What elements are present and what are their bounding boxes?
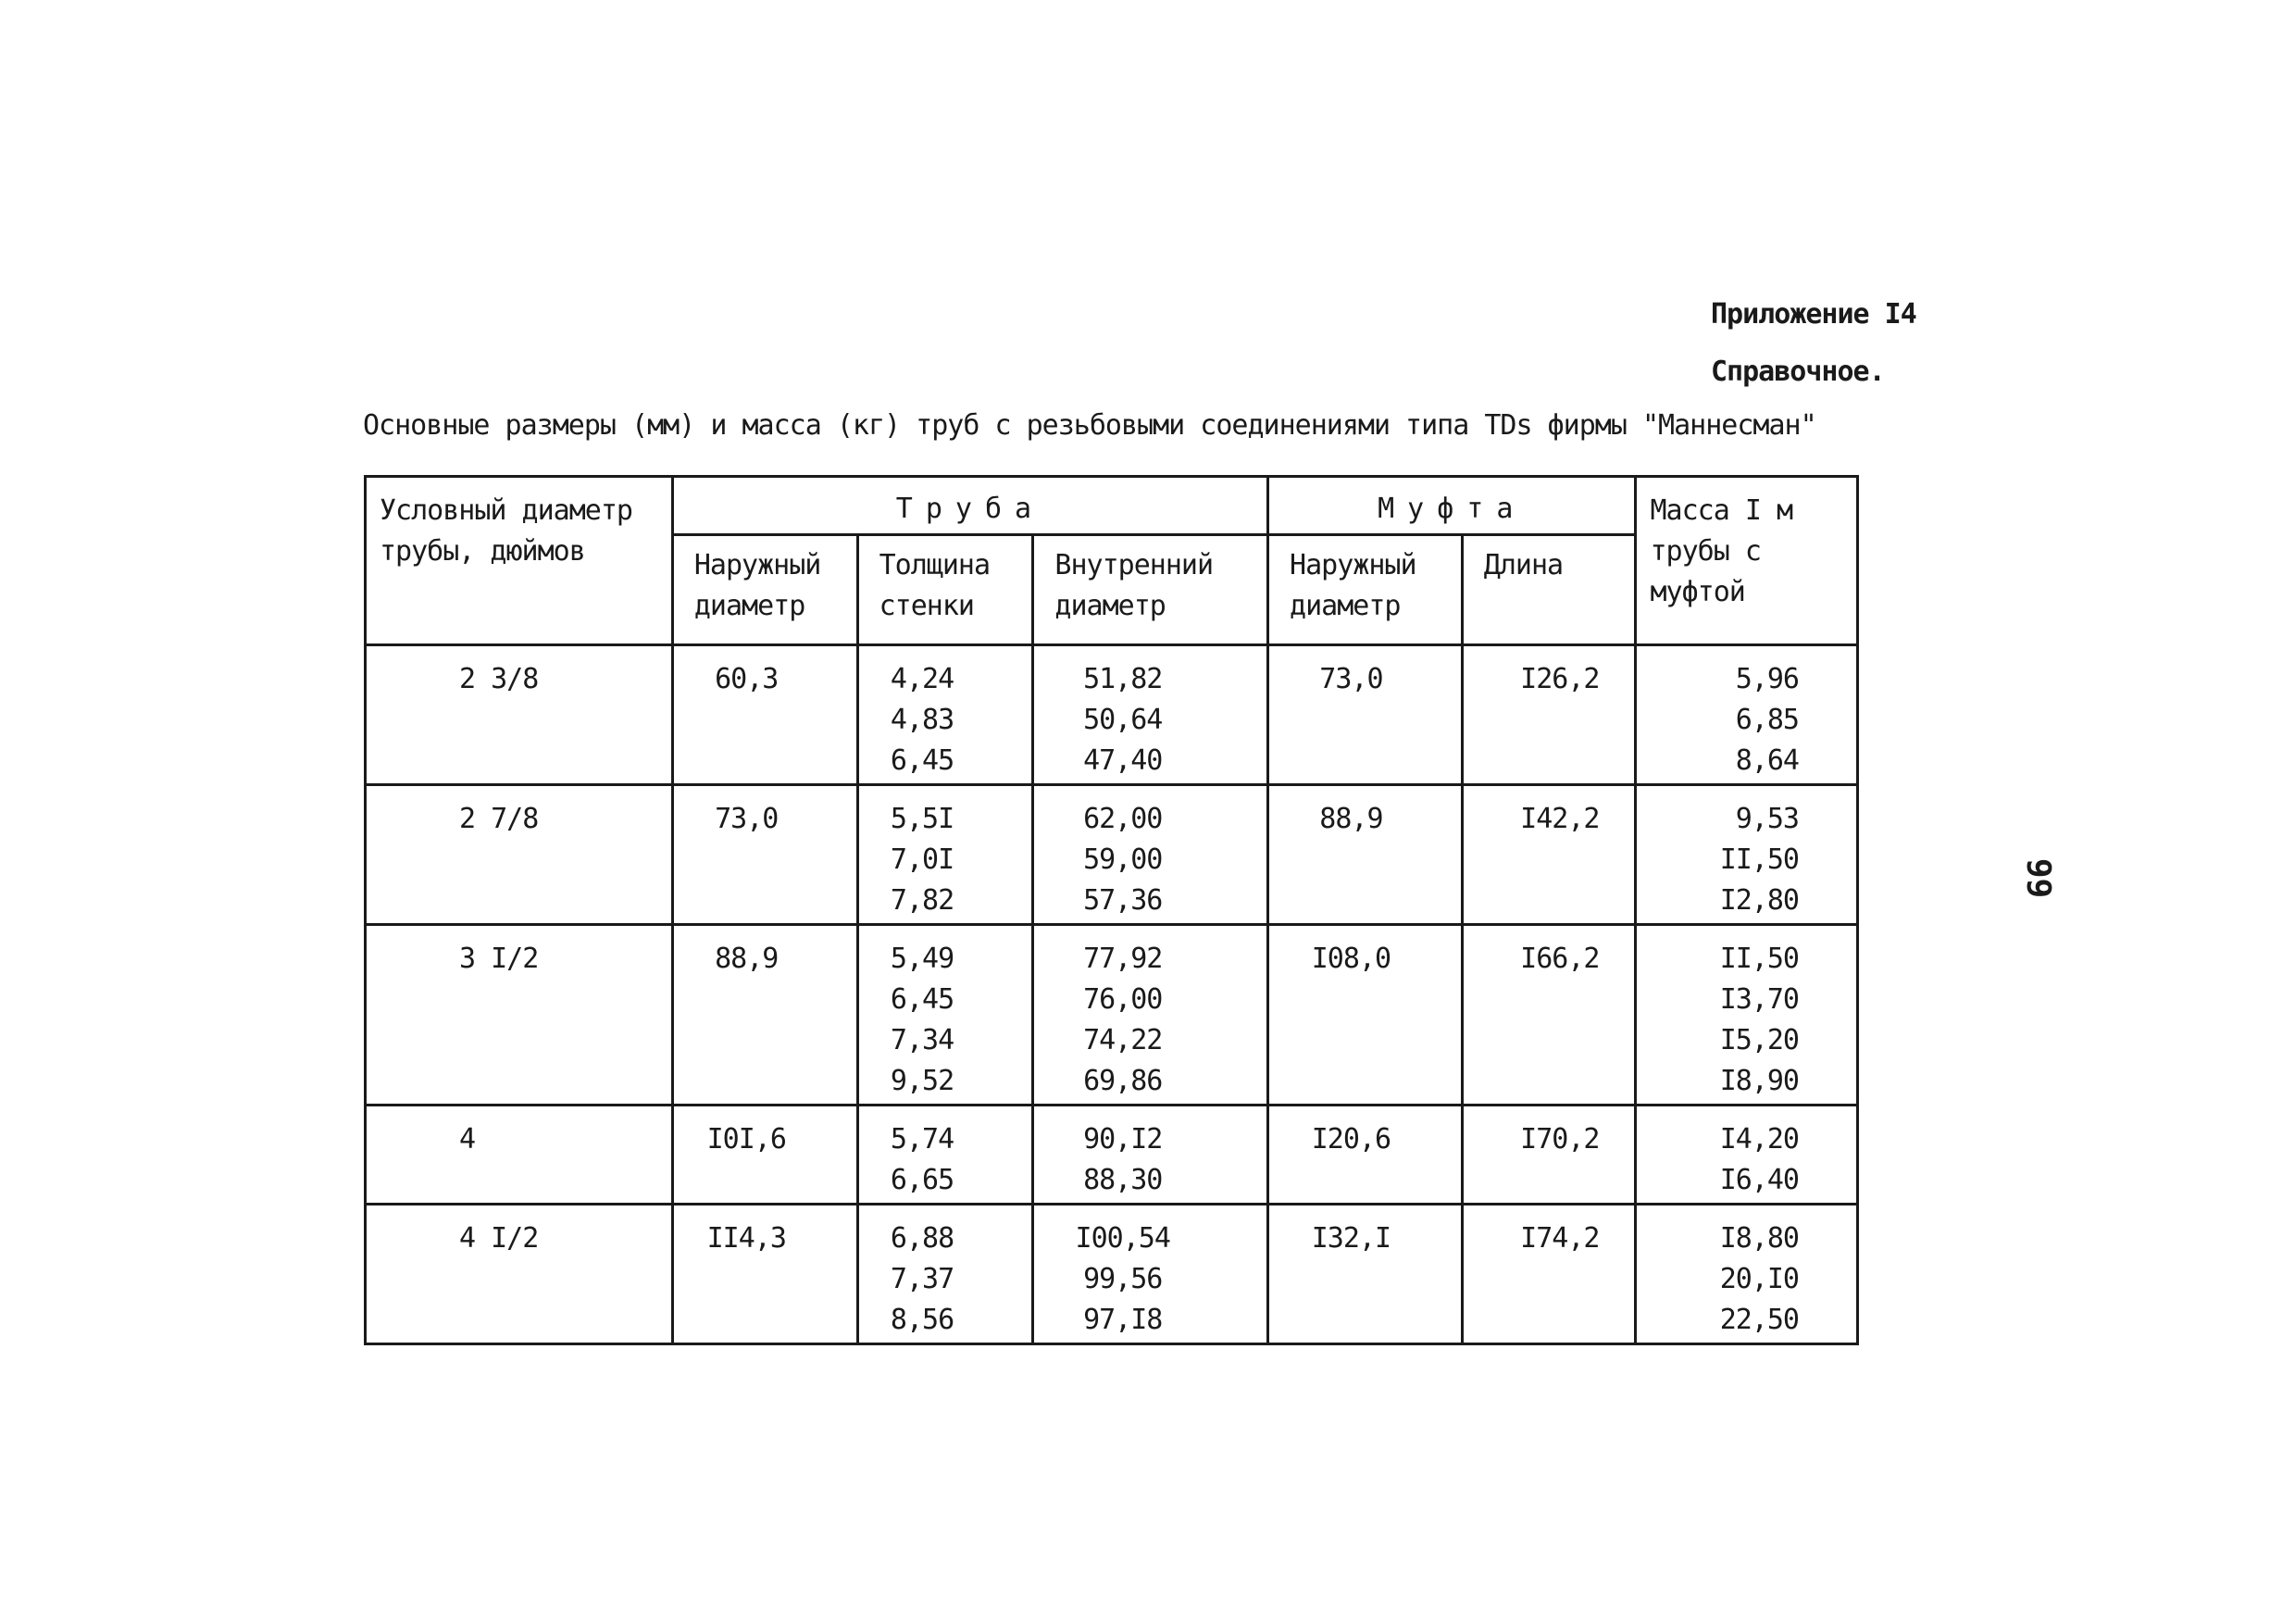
cell-mass-value: I6,40 xyxy=(1719,1164,1799,1196)
cell-mass-value: 6,85 xyxy=(1735,704,1799,736)
header-nominal-diameter: Условный диаметр трубы, дюймов xyxy=(366,477,673,645)
cell-wall-thickness xyxy=(857,1205,1033,1344)
cell-mass xyxy=(1636,1106,1858,1205)
table-row xyxy=(366,925,1858,1106)
cell-wall-thickness-value: 6,45 xyxy=(890,744,954,777)
cell-inner-diameter xyxy=(1033,645,1268,785)
cell-wall-thickness xyxy=(857,1106,1033,1205)
cell-coupling-length: I42,2 xyxy=(1462,785,1636,925)
cell-mass xyxy=(1636,785,1858,925)
cell-inner-diameter-value: 62,00 xyxy=(1083,803,1163,835)
cell-mass-value: I4,20 xyxy=(1719,1123,1799,1156)
header-group-coupling: Муфта xyxy=(1268,477,1636,535)
cell-wall-thickness-value: 4,24 xyxy=(890,663,954,695)
cell-mass-value: II,50 xyxy=(1719,843,1799,876)
table-row xyxy=(366,1205,1858,1344)
cell-mass-value: I8,80 xyxy=(1719,1222,1799,1255)
cell-pipe-outer-diameter: 88,9 xyxy=(672,925,857,1106)
cell-coupling-outer-diameter: I32,I xyxy=(1268,1205,1463,1344)
cell-nominal-diameter: 2 7/8 xyxy=(366,785,673,925)
cell-wall-thickness xyxy=(857,645,1033,785)
cell-inner-diameter-value: 99,56 xyxy=(1083,1263,1163,1295)
cell-wall-thickness-value: 7,37 xyxy=(890,1263,954,1295)
cell-wall-thickness-value: 5,5I xyxy=(890,803,954,835)
cell-coupling-outer-diameter: I20,6 xyxy=(1268,1106,1463,1205)
cell-inner-diameter-value: I00,54 xyxy=(1075,1222,1170,1255)
cell-mass-value: 9,53 xyxy=(1735,803,1799,835)
table-title: Основные размеры (мм) и масса (кг) труб с резьбовыми соединениями типа TDs фирмы "Маннесман" xyxy=(363,409,1816,442)
cell-mass-value: I5,20 xyxy=(1719,1024,1799,1056)
cell-nominal-diameter: 2 3/8 xyxy=(366,645,673,785)
cell-pipe-outer-diameter: 73,0 xyxy=(672,785,857,925)
cell-inner-diameter-value: 51,82 xyxy=(1083,663,1163,695)
cell-inner-diameter-value: 88,30 xyxy=(1083,1164,1163,1196)
cell-mass xyxy=(1636,1205,1858,1344)
header-coupling-length: Длина xyxy=(1462,535,1636,645)
cell-wall-thickness-value: 6,45 xyxy=(890,983,954,1016)
table-row xyxy=(366,785,1858,925)
cell-mass-value: I8,90 xyxy=(1719,1065,1799,1097)
table-body xyxy=(366,645,1858,1344)
header-pipe-outer-diameter: Наружный диаметр xyxy=(672,535,857,645)
cell-wall-thickness-value: 7,34 xyxy=(890,1024,954,1056)
page-number: 99 xyxy=(2019,857,2058,899)
cell-inner-diameter-value: 77,92 xyxy=(1083,943,1163,975)
cell-coupling-outer-diameter: 73,0 xyxy=(1268,645,1463,785)
header-wall-thickness: Толщина стенки xyxy=(857,535,1033,645)
cell-pipe-outer-diameter: II4,3 xyxy=(672,1205,857,1344)
cell-coupling-length: I70,2 xyxy=(1462,1106,1636,1205)
table-row xyxy=(366,1106,1858,1205)
cell-inner-diameter xyxy=(1033,1106,1268,1205)
cell-wall-thickness-value: 7,0I xyxy=(890,843,954,876)
cell-nominal-diameter: 4 I/2 xyxy=(366,1205,673,1344)
header-pipe-inner-diameter: Внутренний диаметр xyxy=(1033,535,1268,645)
cell-mass-value: 22,50 xyxy=(1719,1304,1799,1336)
pipe-specs-table xyxy=(364,475,1859,1345)
cell-wall-thickness-value: 6,88 xyxy=(890,1222,954,1255)
cell-inner-diameter-value: 57,36 xyxy=(1083,884,1163,917)
cell-coupling-length: I74,2 xyxy=(1462,1205,1636,1344)
cell-inner-diameter-value: 50,64 xyxy=(1083,704,1163,736)
cell-wall-thickness-value: 5,74 xyxy=(890,1123,954,1156)
cell-wall-thickness xyxy=(857,785,1033,925)
header-coupling-outer-diameter: Наружный диаметр xyxy=(1268,535,1463,645)
cell-mass xyxy=(1636,925,1858,1106)
cell-pipe-outer-diameter: I0I,6 xyxy=(672,1106,857,1205)
cell-inner-diameter xyxy=(1033,1205,1268,1344)
cell-wall-thickness-value: 6,65 xyxy=(890,1164,954,1196)
cell-wall-thickness-value: 9,52 xyxy=(890,1065,954,1097)
cell-mass-value: 8,64 xyxy=(1735,744,1799,777)
cell-mass-value: I2,80 xyxy=(1719,884,1799,917)
cell-inner-diameter-value: 59,00 xyxy=(1083,843,1163,876)
cell-wall-thickness-value: 4,83 xyxy=(890,704,954,736)
cell-inner-diameter xyxy=(1033,785,1268,925)
cell-wall-thickness xyxy=(857,925,1033,1106)
cell-mass-value: 20,I0 xyxy=(1719,1263,1799,1295)
cell-coupling-length: I66,2 xyxy=(1462,925,1636,1106)
cell-inner-diameter-value: 74,22 xyxy=(1083,1024,1163,1056)
cell-mass-value: 5,96 xyxy=(1735,663,1799,695)
header-row-groups xyxy=(366,477,1858,535)
header-group-pipe: Труба xyxy=(672,477,1267,535)
table-row xyxy=(366,645,1858,785)
cell-nominal-diameter: 4 xyxy=(366,1106,673,1205)
cell-inner-diameter-value: 47,40 xyxy=(1083,744,1163,777)
cell-coupling-outer-diameter: I08,0 xyxy=(1268,925,1463,1106)
cell-wall-thickness-value: 5,49 xyxy=(890,943,954,975)
cell-wall-thickness-value: 7,82 xyxy=(890,884,954,917)
cell-mass xyxy=(1636,645,1858,785)
reference-label: Справочное. xyxy=(1711,356,1885,388)
cell-mass-value: I3,70 xyxy=(1719,983,1799,1016)
cell-inner-diameter-value: 69,86 xyxy=(1083,1065,1163,1097)
cell-inner-diameter xyxy=(1033,925,1268,1106)
appendix-label: Приложение I4 xyxy=(1711,298,1916,331)
cell-inner-diameter-value: 97,I8 xyxy=(1083,1304,1163,1336)
header-mass-per-meter: Масса I м трубы с муфтой xyxy=(1636,477,1858,645)
cell-nominal-diameter: 3 I/2 xyxy=(366,925,673,1106)
cell-inner-diameter-value: 90,I2 xyxy=(1083,1123,1163,1156)
cell-coupling-outer-diameter: 88,9 xyxy=(1268,785,1463,925)
cell-pipe-outer-diameter: 60,3 xyxy=(672,645,857,785)
cell-inner-diameter-value: 76,00 xyxy=(1083,983,1163,1016)
cell-wall-thickness-value: 8,56 xyxy=(890,1304,954,1336)
cell-coupling-length: I26,2 xyxy=(1462,645,1636,785)
cell-mass-value: II,50 xyxy=(1719,943,1799,975)
